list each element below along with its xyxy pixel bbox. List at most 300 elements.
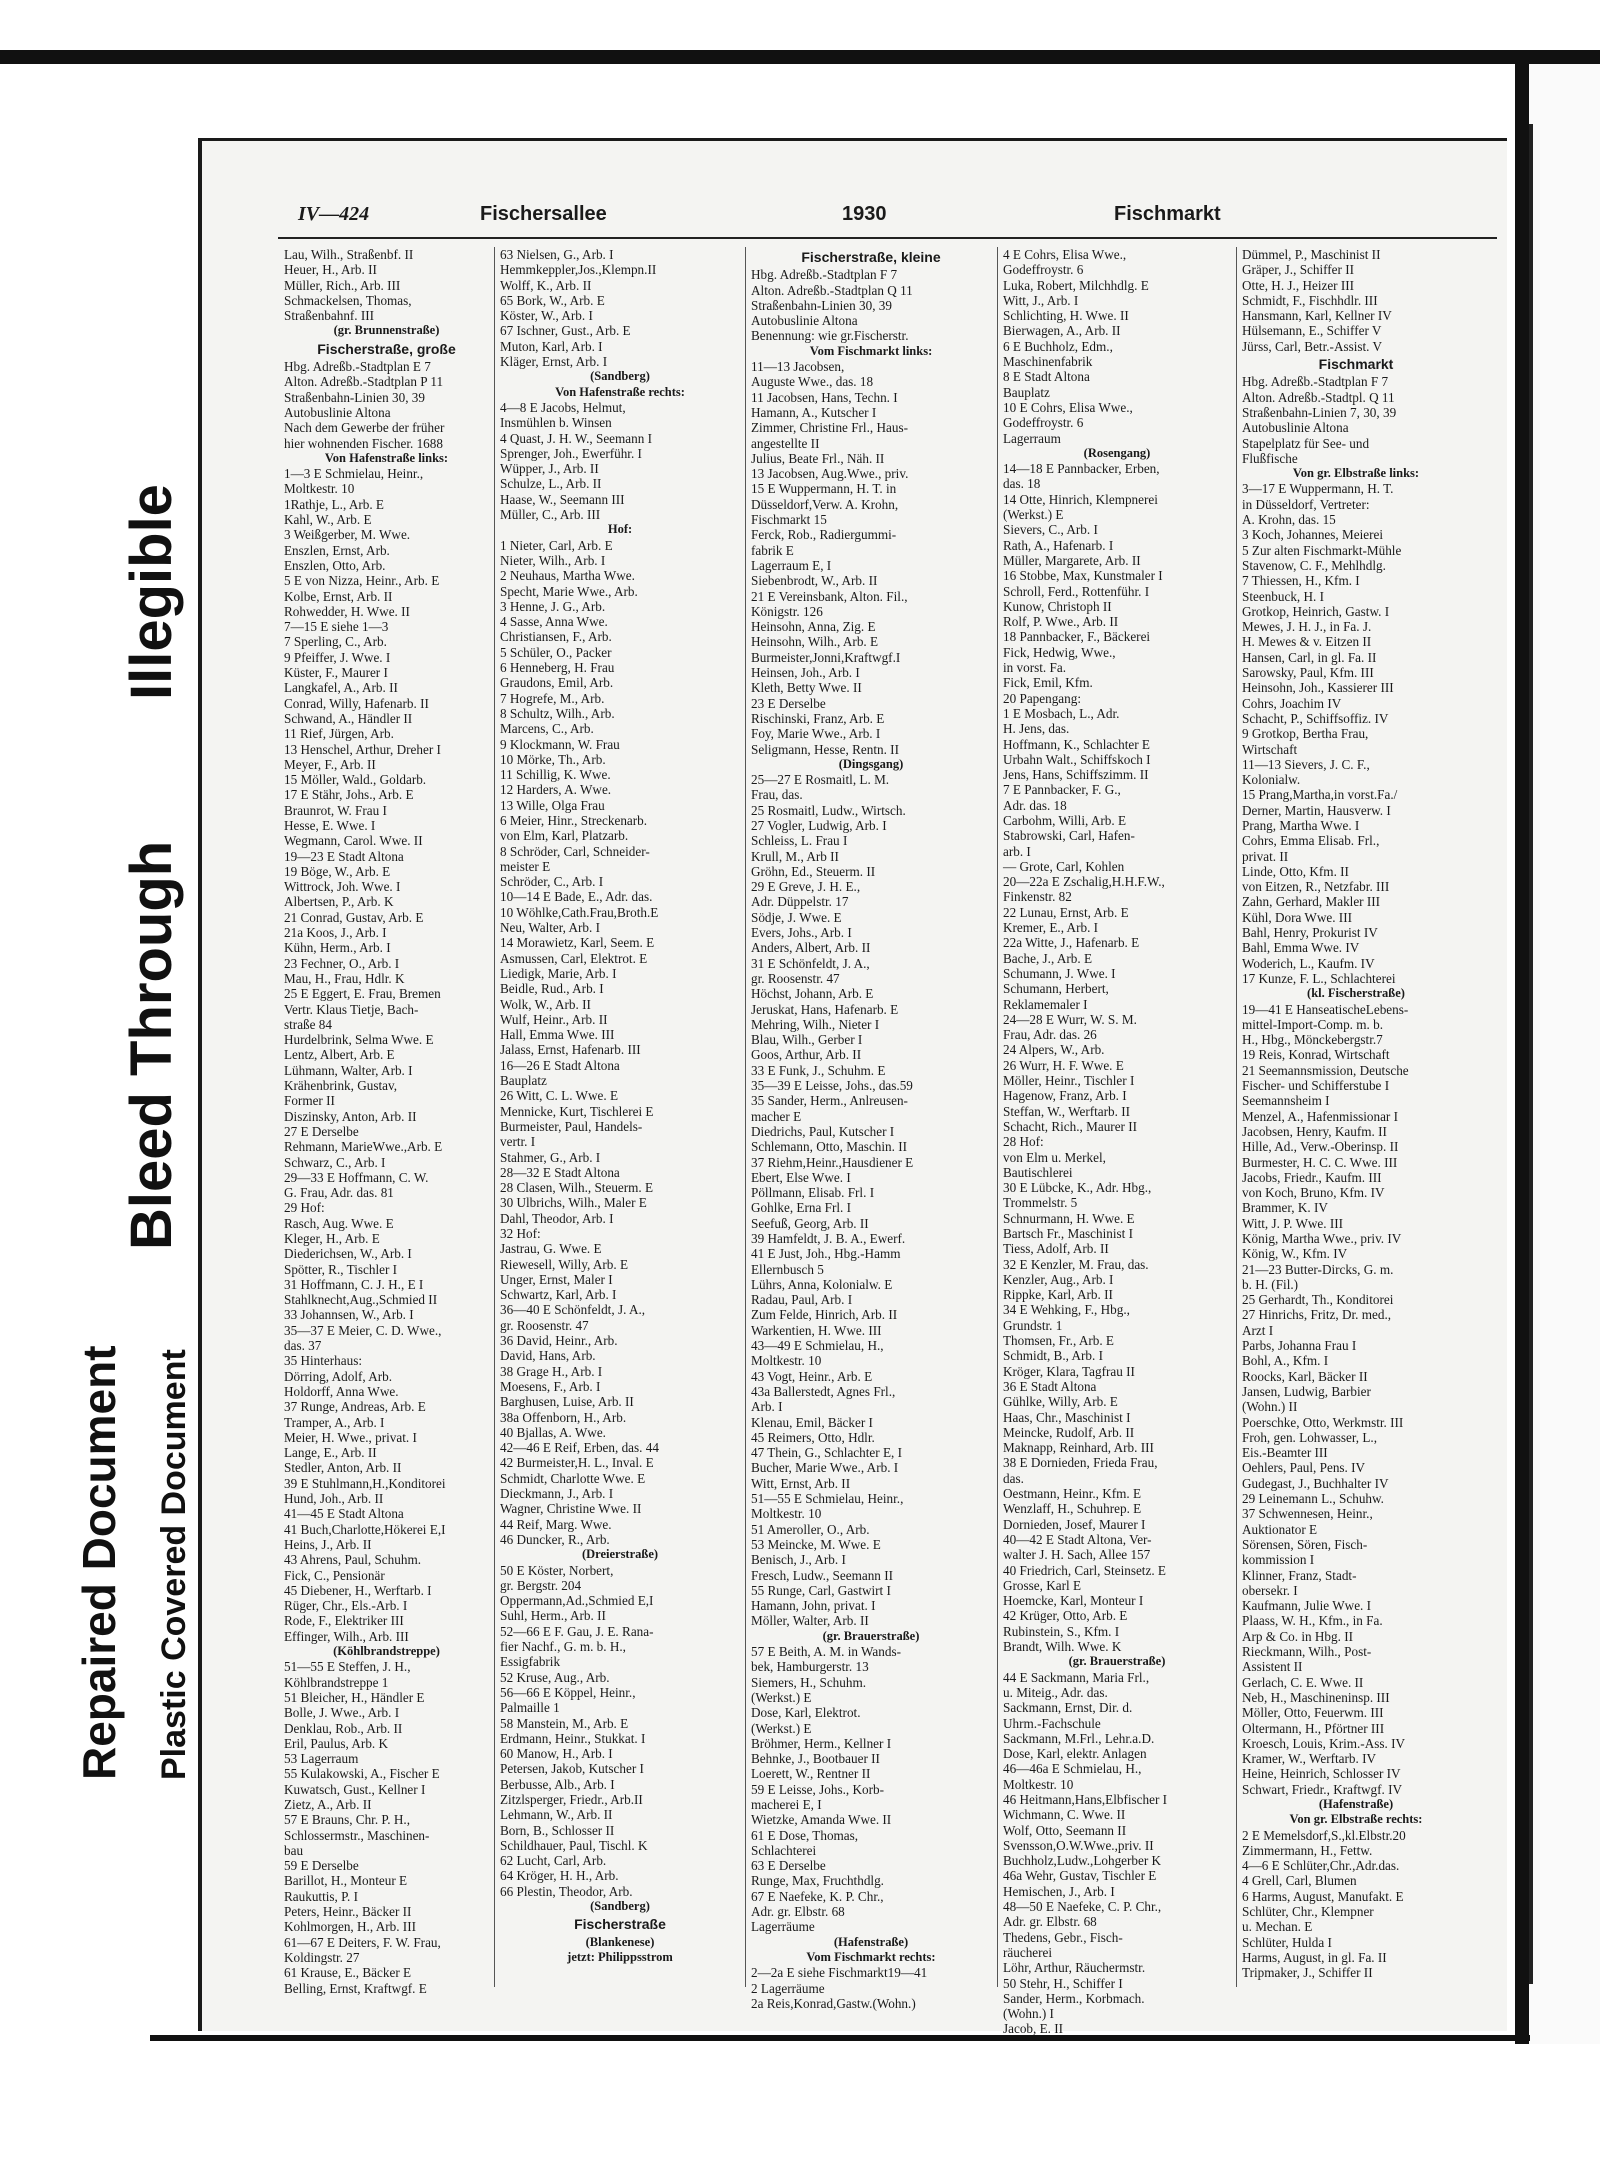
directory-entry: Meincke, Rudolf, Arb. II [1003, 1424, 1135, 1440]
directory-entry: 3 Weißgerber, M. Wwe. [284, 527, 411, 543]
directory-entry: Dose, Karl, Elektrot. [751, 1705, 861, 1721]
column-divider [745, 247, 746, 1987]
column-divider [1236, 247, 1237, 1987]
directory-entry: H. Mewes & v. Eitzen II [1242, 634, 1372, 650]
directory-entry: Autobuslinie Altona [284, 404, 391, 420]
directory-entry: gr. Roosenstr. 47 [751, 970, 840, 986]
directory-entry: Schlemann, Otto, Maschin. II [751, 1139, 908, 1155]
directory-entry: Frau, Adr. das. 26 [1003, 1027, 1097, 1043]
directory-entry: 16—26 E Stadt Altona [500, 1057, 620, 1073]
directory-entry: Fick, C., Pensionär [284, 1567, 385, 1583]
directory-entry: Schmidt, F., Fischhdlr. III [1242, 292, 1378, 308]
directory-entry: Königstr. 126 [751, 603, 823, 619]
directory-entry: 28 Clasen, Wilh., Steuerm. E [500, 1180, 654, 1196]
directory-entry: 13 Jacobsen, Aug.Wwe., priv. [751, 466, 909, 482]
directory-entry: von Elm, Karl, Platzarb. [500, 828, 629, 844]
directory-entry: Straßenbahn-Linien 30, 39 [284, 389, 425, 405]
header-rule [278, 237, 1497, 239]
directory-entry: vertr. I [500, 1134, 536, 1150]
directory-entry: Schmidt, B., Arb. I [1003, 1348, 1104, 1364]
scan-frame-right [1515, 64, 1529, 2044]
section-caption: (kl. Fischerstraße) [1307, 986, 1405, 1001]
directory-entry: Wüpper, J., Arb. II [500, 461, 599, 477]
directory-entry: Moltkestr. 10 [751, 1506, 822, 1522]
directory-entry: (Wohn.) II [1242, 1399, 1298, 1415]
directory-entry: 4 Grell, Carl, Blumen [1242, 1873, 1357, 1889]
directory-column-2 [500, 247, 740, 1987]
directory-entry: Wenzlaff, H., Schuhrep. E [1003, 1501, 1142, 1517]
directory-entry: Schulze, L., Arb. II [500, 476, 602, 492]
directory-entry: macher E [751, 1108, 802, 1124]
directory-entry: Flußfische [1242, 450, 1298, 466]
directory-entry: 2 Neuhaus, Martha Wwe. [500, 568, 635, 584]
directory-entry: Rüger, Chr., Els.-Arb. I [284, 1598, 408, 1614]
directory-entry: König, W., Kfm. IV [1242, 1246, 1348, 1262]
directory-entry: Marcens, C., Arb. [500, 721, 594, 737]
directory-entry: 52 Kruse, Aug., Arb. [500, 1669, 610, 1685]
directory-entry: Hansmann, Karl, Kellner IV [1242, 308, 1392, 324]
directory-entry: Mehring, Wilh., Nieter I [751, 1016, 880, 1032]
directory-entry: privat. II [1242, 848, 1289, 864]
directory-entry: 1 Nieter, Carl, Arb. E [500, 537, 613, 553]
directory-entry: Belling, Ernst, Kraftwgf. E [284, 1980, 427, 1996]
directory-entry: Gräper, J., Schiffer II [1242, 262, 1355, 278]
directory-entry: fier Nachf., G. m. b. H., [500, 1639, 626, 1655]
directory-entry: 15 Prang,Martha,in vorst.Fa./ [1242, 787, 1398, 803]
directory-entry: 42 Burmeister,H. L., Inval. E [500, 1455, 654, 1471]
section-caption: (gr. Brunnenstraße) [333, 323, 440, 338]
directory-entry: Alton. Adreßb.-Stadtplan P 11 [284, 374, 444, 390]
directory-entry: Heine, Heinrich, Schlosser IV [1242, 1766, 1401, 1782]
directory-entry: Kolonialw. [1242, 772, 1301, 788]
directory-entry: Hall, Emma Wwe. III [500, 1027, 615, 1043]
directory-entry: bek, Hamburgerstr. 13 [751, 1659, 869, 1675]
directory-entry: Derner, Martin, Hausverw. I [1242, 802, 1391, 818]
directory-entry: Zietz, A., Arb. II [284, 1796, 372, 1812]
directory-entry: Ellernbusch 5 [751, 1261, 824, 1277]
directory-entry: Heinsen, Joh., Arb. I [751, 665, 860, 681]
directory-entry: Sprenger, Joh., Ewerführ. I [500, 445, 642, 461]
directory-entry: 11 Schillig, K. Wwe. [500, 767, 611, 783]
directory-entry: (Werkst.) E [1003, 507, 1064, 523]
directory-entry: Parbs, Johanna Frau I [1242, 1338, 1357, 1354]
directory-entry: in Düsseldorf, Vertreter: [1242, 496, 1370, 512]
directory-entry: H. Jens, das. [1003, 721, 1070, 737]
directory-entry: G. Frau, Adr. das. 81 [284, 1185, 394, 1201]
directory-entry: Jacobsen, Henry, Kaufm. II [1242, 1123, 1387, 1139]
directory-entry: Hagenow, Franz, Arb. I [1003, 1088, 1127, 1104]
directory-entry: Witt, J., Arb. I [1003, 292, 1079, 308]
directory-entry: Wolff, K., Arb. II [500, 277, 592, 293]
directory-entry: 40 Friedrich, Carl, Steinsetz. E [1003, 1562, 1166, 1578]
scan-frame-bottom [150, 2035, 1530, 2041]
directory-entry: Rippke, Karl, Arb. II [1003, 1287, 1113, 1303]
directory-entry: Krull, M., Arb II [751, 848, 839, 864]
directory-entry: 2a Reis,Konrad,Gastw.(Wohn.) [751, 1995, 916, 2011]
directory-entry: Moltkestr. 10 [751, 1353, 822, 1369]
directory-entry: Oestmann, Heinr., Kfm. E [1003, 1486, 1142, 1502]
directory-entry: Eis.-Beamter III [1242, 1445, 1328, 1461]
directory-entry: Loerett, W., Rentner II [751, 1766, 871, 1782]
directory-entry: 26 Wurr, H. F. Wwe. E [1003, 1057, 1124, 1073]
directory-entry: Assistent II [1242, 1659, 1303, 1675]
section-caption: Von gr. Elbstraße links: [1292, 466, 1420, 481]
directory-entry: Zitzlsperger, Friedr., Arb.II [500, 1791, 643, 1807]
section-caption: Hof: [607, 522, 633, 537]
directory-entry: Witt, J. P. Wwe. III [1242, 1215, 1344, 1231]
left-street-title: Fischersallee [480, 203, 607, 225]
directory-entry: Hbg. Adreßb.-Stadtplan F 7 [751, 267, 898, 283]
directory-entry: Wegmann, Carol. Wwe. II [284, 833, 423, 849]
directory-entry: Stabrowski, Carl, Hafen- [1003, 828, 1135, 844]
directory-entry: Enszlen, Otto, Arb. [284, 557, 386, 573]
directory-entry: 45 Diebener, H., Werftarb. I [284, 1582, 432, 1598]
directory-entry: Braunrot, W. Frau I [284, 802, 387, 818]
directory-entry: Bache, J., Arb. E [1003, 950, 1092, 966]
directory-entry: 48—50 E Naefeke, C. P. Chr., [1003, 1899, 1162, 1915]
directory-entry: 39 Hamfeldt, J. B. A., Ewerf. [751, 1231, 906, 1246]
directory-entry: Hesse, E. Wwe. I [284, 817, 376, 833]
directory-entry: Kaufmann, Julie Wwe. I [1242, 1598, 1372, 1614]
section-caption: Von Hafenstraße links: [324, 450, 449, 465]
directory-entry: 37 Riehm,Heinr.,Hausdiener E [751, 1154, 914, 1170]
directory-entry: 42—46 E Reif, Erben, das. 44 [500, 1440, 659, 1456]
directory-entry: 67 Ischner, Gust., Arb. E [500, 323, 631, 339]
directory-entry: Fischmarkt 15 [751, 512, 827, 528]
directory-entry: Schleiss, L. Frau I [751, 833, 848, 849]
directory-entry: Oppermann,Ad.,Schmied E,I [500, 1593, 654, 1609]
directory-entry: Stahlknecht,Aug.,Schmied II [284, 1292, 438, 1308]
directory-entry: 29 Hof: [284, 1200, 325, 1216]
directory-entry: Suhl, Herm., Arb. II [500, 1608, 606, 1624]
directory-entry: Otte, H. J., Heizer III [1242, 277, 1355, 293]
directory-entry: Kahl, W., Arb. E [284, 512, 372, 528]
directory-entry: 59 E Derselbe [284, 1858, 359, 1874]
directory-entry: 34 E Wehking, F., Hbg., [1003, 1302, 1130, 1318]
directory-entry: Tiess, Adolf, Arb. II [1003, 1241, 1109, 1257]
directory-entry: Neb, H., Maschineninsp. III [1242, 1689, 1390, 1705]
directory-entry: Rohwedder, H. Wwe. II [284, 603, 410, 619]
directory-entry: 15 E Wuppermann, H. T. in [751, 481, 897, 497]
directory-entry: Grundstr. 1 [1003, 1317, 1063, 1333]
directory-entry: 10 Mörke, Th., Arb. [500, 751, 606, 767]
directory-entry: Küster, F., Maurer I [284, 665, 388, 681]
directory-entry: Ferck, Rob., Radiergummi- [751, 527, 897, 543]
directory-entry: Diedrichs, Paul, Kutscher I [751, 1123, 895, 1139]
directory-column-5 [1242, 247, 1470, 1987]
directory-entry: obersekr. I [1242, 1582, 1298, 1598]
directory-entry: 67 E Naefeke, K. P. Chr., [751, 1888, 884, 1904]
directory-entry: Radau, Paul, Arb. I [751, 1292, 853, 1308]
directory-entry: Hoemcke, Karl, Monteur I [1003, 1593, 1144, 1609]
directory-entry: 11 Jacobsen, Hans, Techn. I [751, 389, 898, 405]
directory-entry: Wolk, W., Arb. II [500, 996, 591, 1012]
section-caption: (Sandberg) [590, 369, 650, 384]
directory-entry: Hamann, John, privat. I [751, 1598, 876, 1614]
directory-entry: das. 18 [1003, 476, 1041, 492]
directory-entry: 44 E Sackmann, Maria Frl., [1003, 1669, 1150, 1685]
directory-entry: Seligmann, Hesse, Rentn. II [751, 741, 899, 757]
directory-entry: Lagerraum E, I [751, 557, 832, 573]
directory-entry: Dieckmann, J., Arb. I [500, 1486, 614, 1502]
directory-entry: Plaass, W. H., Kfm., in Fa. [1242, 1613, 1383, 1629]
directory-entry: Benisch, J., Arb. I [751, 1552, 846, 1568]
section-caption: (Hafenstraße) [833, 1934, 909, 1949]
directory-entry: Adr. das. 18 [1003, 797, 1067, 813]
directory-entry: Hille, Ad., Verw.-Oberinsp. II [1242, 1139, 1399, 1155]
directory-entry: Kremer, E., Arb. I [1003, 920, 1099, 936]
directory-entry: Wietzke, Amanda Wwe. II [751, 1812, 892, 1828]
directory-entry: Fick, Hedwig, Wwe., [1003, 644, 1116, 660]
directory-entry: Schroll, Ferd., Rottenführ. I [1003, 583, 1150, 599]
directory-entry: Södje, J. Wwe. E [751, 909, 842, 925]
directory-entry: Moesens, F., Arb. I [500, 1378, 601, 1394]
directory-entry: Möller, Heinr., Tischler I [1003, 1073, 1135, 1089]
directory-entry: 65 Bork, W., Arb. E [500, 292, 605, 308]
directory-entry: 20—22a E Zschalig,H.H.F.W., [1003, 874, 1165, 890]
directory-entry: Bahl, Emma Wwe. IV [1242, 940, 1360, 956]
directory-entry: das. 37 [284, 1338, 322, 1354]
directory-entry: kommission I [1242, 1552, 1315, 1568]
directory-entry: von Koch, Bruno, Kfm. IV [1242, 1185, 1385, 1201]
directory-entry: Steffan, W., Werftarb. II [1003, 1103, 1130, 1119]
directory-entry: 6 E Buchholz, Edm., [1003, 338, 1113, 354]
directory-entry: 31 Hoffmann, C. J. H., E I [284, 1276, 424, 1292]
directory-entry: Schumann, Herbert, [1003, 981, 1109, 997]
directory-entry: König, Martha Wwe., priv. IV [1242, 1231, 1402, 1246]
directory-entry: Müller, Rich., Arb. III [284, 277, 401, 293]
directory-entry: Schumann, J. Wwe. I [1003, 965, 1116, 981]
directory-entry: 66 Plestin, Theodor, Arb. [500, 1883, 633, 1899]
directory-entry: Adr. gr. Elbstr. 68 [1003, 1914, 1097, 1930]
directory-entry: Dose, Karl, elektr. Anlagen [1003, 1746, 1147, 1762]
directory-entry: 4—6 E Schlüter,Chr.,Adr.das. [1242, 1858, 1400, 1874]
directory-entry: Uhrm.-Fachschule [1003, 1715, 1101, 1731]
directory-entry: 46 Heitmann,Hans,Elbfischer I [1003, 1791, 1168, 1807]
directory-entry: Bautischlerei [1003, 1164, 1073, 1180]
directory-entry: 21 E Vereinsbank, Alton. Fil., [751, 588, 908, 604]
directory-entry: Autobuslinie Altona [751, 313, 858, 329]
directory-entry: Maschinenfabrik [1003, 354, 1093, 370]
directory-entry: räucherei [1003, 1944, 1053, 1960]
directory-entry: Straßenbahn-Linien 30, 39 [751, 297, 892, 313]
directory-entry: 25—27 E Rosmaitl, L. M. [751, 772, 890, 788]
directory-entry: Cohrs, Joachim IV [1242, 695, 1342, 711]
directory-entry: 40 Bjallas, A. Wwe. [500, 1424, 606, 1440]
directory-entry: Vertr. Klaus Tietje, Bach- [284, 1001, 419, 1017]
directory-entry: Gohlke, Erna Frl. I [751, 1200, 851, 1216]
directory-entry: Petersen, Jakob, Kutscher I [500, 1761, 644, 1777]
directory-entry: Prang, Martha Wwe. I [1242, 817, 1360, 833]
directory-entry: Goos, Arthur, Arb. II [751, 1047, 862, 1063]
directory-entry: Tramper, A., Arb. I [284, 1414, 385, 1430]
directory-entry: Lehmann, W., Arb. II [500, 1807, 613, 1823]
directory-entry: Sander, Herm., Korbmach. [1003, 1990, 1145, 2006]
directory-entry: Dornieden, Josef, Maurer I [1003, 1516, 1146, 1532]
directory-entry: 24 Alpers, W., Arb. [1003, 1042, 1105, 1058]
directory-entry: Mennicke, Kurt, Tischlerei E [500, 1103, 654, 1119]
directory-entry: Löhr, Arthur, Räuchermstr. [1003, 1960, 1146, 1976]
section-caption: Von gr. Elbstraße rechts: [1289, 1812, 1423, 1827]
directory-entry: Schlossermstr., Maschinen- [284, 1827, 430, 1843]
directory-entry: Stavenow, C. F., Mehlhdlg. [1242, 557, 1386, 573]
directory-entry: 9 Pfeiffer, J. Wwe. I [284, 649, 391, 665]
directory-entry: Seefuß, Georg, Arb. II [751, 1215, 869, 1231]
directory-entry: Raukuttis, P. I [284, 1888, 359, 1904]
directory-entry: Schacht, P., Schiffsoffiz. IV [1242, 710, 1389, 726]
directory-entry: Alton. Adreßb.-Stadtpl. Q 11 [1242, 389, 1395, 405]
directory-entry: in vorst. Fa. [1003, 660, 1067, 676]
directory-entry: 10 Wöhlke,Cath.Frau,Broth.E [500, 904, 659, 920]
directory-entry: Langkafel, A., Arb. II [284, 680, 398, 696]
directory-entry: Zahn, Gerhard, Makler III [1242, 894, 1381, 910]
directory-entry: 56—66 E Köppel, Heinr., [500, 1684, 636, 1700]
directory-entry: Jalass, Ernst, Hafenarb. III [500, 1042, 641, 1058]
directory-entry: meister E [500, 858, 551, 874]
directory-entry: Riewesell, Willy, Arb. E [500, 1256, 629, 1272]
directory-entry: Schlachterei [751, 1842, 817, 1858]
directory-entry: 7 Hogrefe, M., Arb. [500, 690, 605, 706]
directory-entry: Kroesch, Louis, Krim.-Ass. IV [1242, 1735, 1405, 1751]
directory-entry: Hoffmann, K., Schlachter E [1003, 736, 1150, 752]
directory-entry: 17 E Stähr, Johs., Arb. E [284, 787, 414, 803]
directory-entry: Zimmermann, H., Fettw. [1242, 1842, 1373, 1858]
directory-entry: Heuer, H., Arb. II [284, 262, 377, 278]
directory-entry: Enszlen, Ernst, Arb. [284, 542, 390, 558]
directory-entry: Rolf, P. Wwe., Arb. II [1003, 614, 1119, 630]
directory-entry: Diszinsky, Anton, Arb. II [284, 1108, 417, 1124]
directory-entry: Bucher, Marie Wwe., Arb. I [751, 1460, 899, 1476]
directory-entry: Moltkestr. 10 [1003, 1776, 1074, 1792]
directory-entry: Buchholz,Ludw.,Lohgerber K [1003, 1853, 1162, 1869]
directory-entry: Dümmel, P., Maschinist II [1242, 247, 1381, 262]
directory-entry: Berbusse, Alb., Arb. I [500, 1776, 615, 1792]
directory-entry: 45 Reimers, Otto, Hdlr. [751, 1429, 875, 1445]
directory-entry: Blau, Wilh., Gerber I [751, 1032, 863, 1048]
directory-entry: Arb. I [751, 1399, 783, 1415]
directory-entry: (Werkst.) E [751, 1720, 812, 1736]
directory-entry: straße 84 [284, 1016, 332, 1032]
directory-entry: u. Miteig., Adr. das. [1003, 1684, 1108, 1700]
directory-entry: Kröger, Klara, Tagfrau II [1003, 1363, 1135, 1379]
directory-entry: Spötter, R., Tischler I [284, 1261, 398, 1277]
directory-entry: 6 Henneberg, H. Frau [500, 660, 615, 676]
directory-entry: Trommelstr. 5 [1003, 1195, 1078, 1211]
directory-entry: Hbg. Adreßb.-Stadtplan F 7 [1242, 374, 1389, 390]
directory-entry: 12 Harders, A. Wwe. [500, 782, 612, 798]
directory-entry: 7—15 E siehe 1—3 [284, 619, 389, 635]
directory-entry: 47 Thein, G., Schlachter E, I [751, 1445, 903, 1461]
directory-entry: Hemischen, J., Arb. I [1003, 1883, 1115, 1899]
directory-entry: 31 E Schönfeldt, J. A., [751, 955, 870, 971]
directory-entry: Bartsch Fr., Maschinist I [1003, 1226, 1134, 1241]
directory-entry: Menzel, A., Hafenmissionar I [1242, 1108, 1399, 1124]
directory-entry: 41 Buch,Charlotte,Hökerei E,I [284, 1521, 446, 1537]
directory-entry: Schacht, Rich., Maurer II [1003, 1118, 1138, 1134]
directory-entry: Muton, Karl, Arb. I [500, 338, 603, 354]
directory-entry: 10 E Cohrs, Elisa Wwe., [1003, 399, 1133, 415]
directory-entry: Luka, Robert, Milchhdlg. E [1003, 277, 1149, 293]
directory-page [198, 138, 1507, 2037]
directory-entry: Hülsemann, E., Schiffer V [1242, 323, 1382, 339]
directory-entry: Köster, W., Arb. I [500, 308, 593, 324]
directory-entry: Rode, F., Elektriker III [284, 1613, 404, 1629]
directory-entry: Kläger, Ernst, Arb. I [500, 354, 608, 370]
directory-entry: Müller, C., Arb. III [500, 507, 601, 523]
directory-entry: 35—37 E Meier, C. D. Wwe., [284, 1322, 442, 1338]
directory-entry: 38a Offenborn, H., Arb. [500, 1409, 627, 1425]
street-heading: Fischmarkt [1318, 356, 1394, 373]
directory-entry: 8 E Stadt Altona [1003, 369, 1090, 385]
directory-entry: Lentz, Albert, Arb. E [284, 1047, 395, 1063]
directory-entry: Zum Felde, Hinrich, Arb. II [751, 1307, 898, 1323]
directory-entry: 2 E Memelsdorf,S.,kl.Elbstr.20 [1242, 1827, 1406, 1843]
directory-entry: 61 Krause, E., Bäcker E [284, 1965, 412, 1981]
directory-entry: 61 E Dose, Thomas, [751, 1827, 859, 1843]
directory-entry: — Grote, Carl, Kohlen [1003, 858, 1125, 874]
directory-entry: 53 Lagerraum [284, 1751, 359, 1767]
label-bleed-through: Bleed Through [119, 840, 184, 1250]
directory-entry: hier wohnenden Fischer. 1688 [284, 435, 443, 451]
directory-entry: Insmühlen b. Winsen [500, 415, 612, 431]
directory-entry: Carbohm, Willi, Arb. E [1003, 812, 1127, 828]
section-caption: (Rosengang) [1083, 445, 1151, 460]
directory-column-4 [1003, 247, 1231, 2037]
directory-entry: 14 Morawietz, Karl, Seem. E [500, 935, 655, 951]
directory-entry: Fresch, Ludw., Seemann II [751, 1567, 893, 1583]
directory-entry: 30 E Lübcke, K., Adr. Hbg., [1003, 1180, 1152, 1196]
directory-entry: 51—55 E Schmielau, Heinr., [751, 1491, 904, 1507]
directory-entry: Hamann, A., Kutscher I [751, 404, 877, 420]
directory-entry: 37 Schwennesen, Heinr., [1242, 1506, 1373, 1522]
directory-entry: 7 Sperling, C., Arb. [284, 634, 387, 650]
directory-entry: Straßenbahn-Linien 7, 30, 39 [1242, 404, 1397, 420]
directory-entry: Foy, Marie Wwe., Arb. I [751, 726, 881, 742]
section-caption: (Köhlbrandstreppe) [333, 1644, 440, 1659]
directory-entry: Hemmkeppler,Jos.,Klempn.II [500, 262, 657, 278]
directory-entry: Nach dem Gewerbe der früher [284, 420, 445, 436]
directory-entry: Heinsohn, Wilh., Arb. E [751, 634, 879, 650]
directory-entry: Harms, August, in gl. Fa. II [1242, 1949, 1387, 1965]
directory-entry: 39 E Stuhlmann,H.,Konditorei [284, 1475, 446, 1491]
label-plastic-covered: Plastic Covered Document [155, 1349, 193, 1780]
directory-entry: 20 Papengang: [1003, 690, 1082, 706]
year: 1930 [842, 203, 887, 225]
directory-entry: Albertsen, P., Arb. K [284, 894, 394, 910]
directory-entry: 9 Grotkop, Bertha Frau, [1242, 726, 1369, 742]
directory-entry: 4 E Cohrs, Elisa Wwe., [1003, 247, 1127, 262]
directory-entry: 33 Johannsen, W., Arb. I [284, 1307, 414, 1323]
directory-column-1 [284, 247, 489, 1996]
directory-entry: 15 Möller, Wald., Goldarb. [284, 772, 427, 788]
directory-entry: Bauplatz [1003, 384, 1050, 400]
directory-entry: 27 Vogler, Ludwig, Arb. I [751, 817, 887, 833]
directory-entry: Tripmaker, J., Schiffer II [1242, 1965, 1373, 1981]
directory-entry: Behnke, J., Bootbauer II [751, 1751, 880, 1767]
section-caption: (Dingsgang) [838, 756, 904, 771]
street-heading: Fischerstraße [574, 1916, 666, 1933]
section-caption: (Dreierstraße) [581, 1547, 659, 1562]
directory-entry: Bahl, Henry, Prokurist IV [1242, 925, 1378, 941]
directory-entry: Peters, Heinr., Bäcker II [284, 1904, 412, 1920]
directory-entry: 5 Schüler, O., Packer [500, 644, 612, 660]
directory-entry: fabrik E [751, 542, 794, 558]
directory-entry: David, Hans, Arb. [500, 1348, 596, 1364]
directory-entry: 29—33 E Hoffmann, C. W. [284, 1169, 429, 1185]
directory-entry: Svensson,O.W.Wwe.,priv. II [1003, 1837, 1154, 1853]
directory-entry: Grosse, Karl E [1003, 1577, 1082, 1593]
directory-entry: Gerlach, C. E. Wwe. II [1242, 1674, 1364, 1690]
